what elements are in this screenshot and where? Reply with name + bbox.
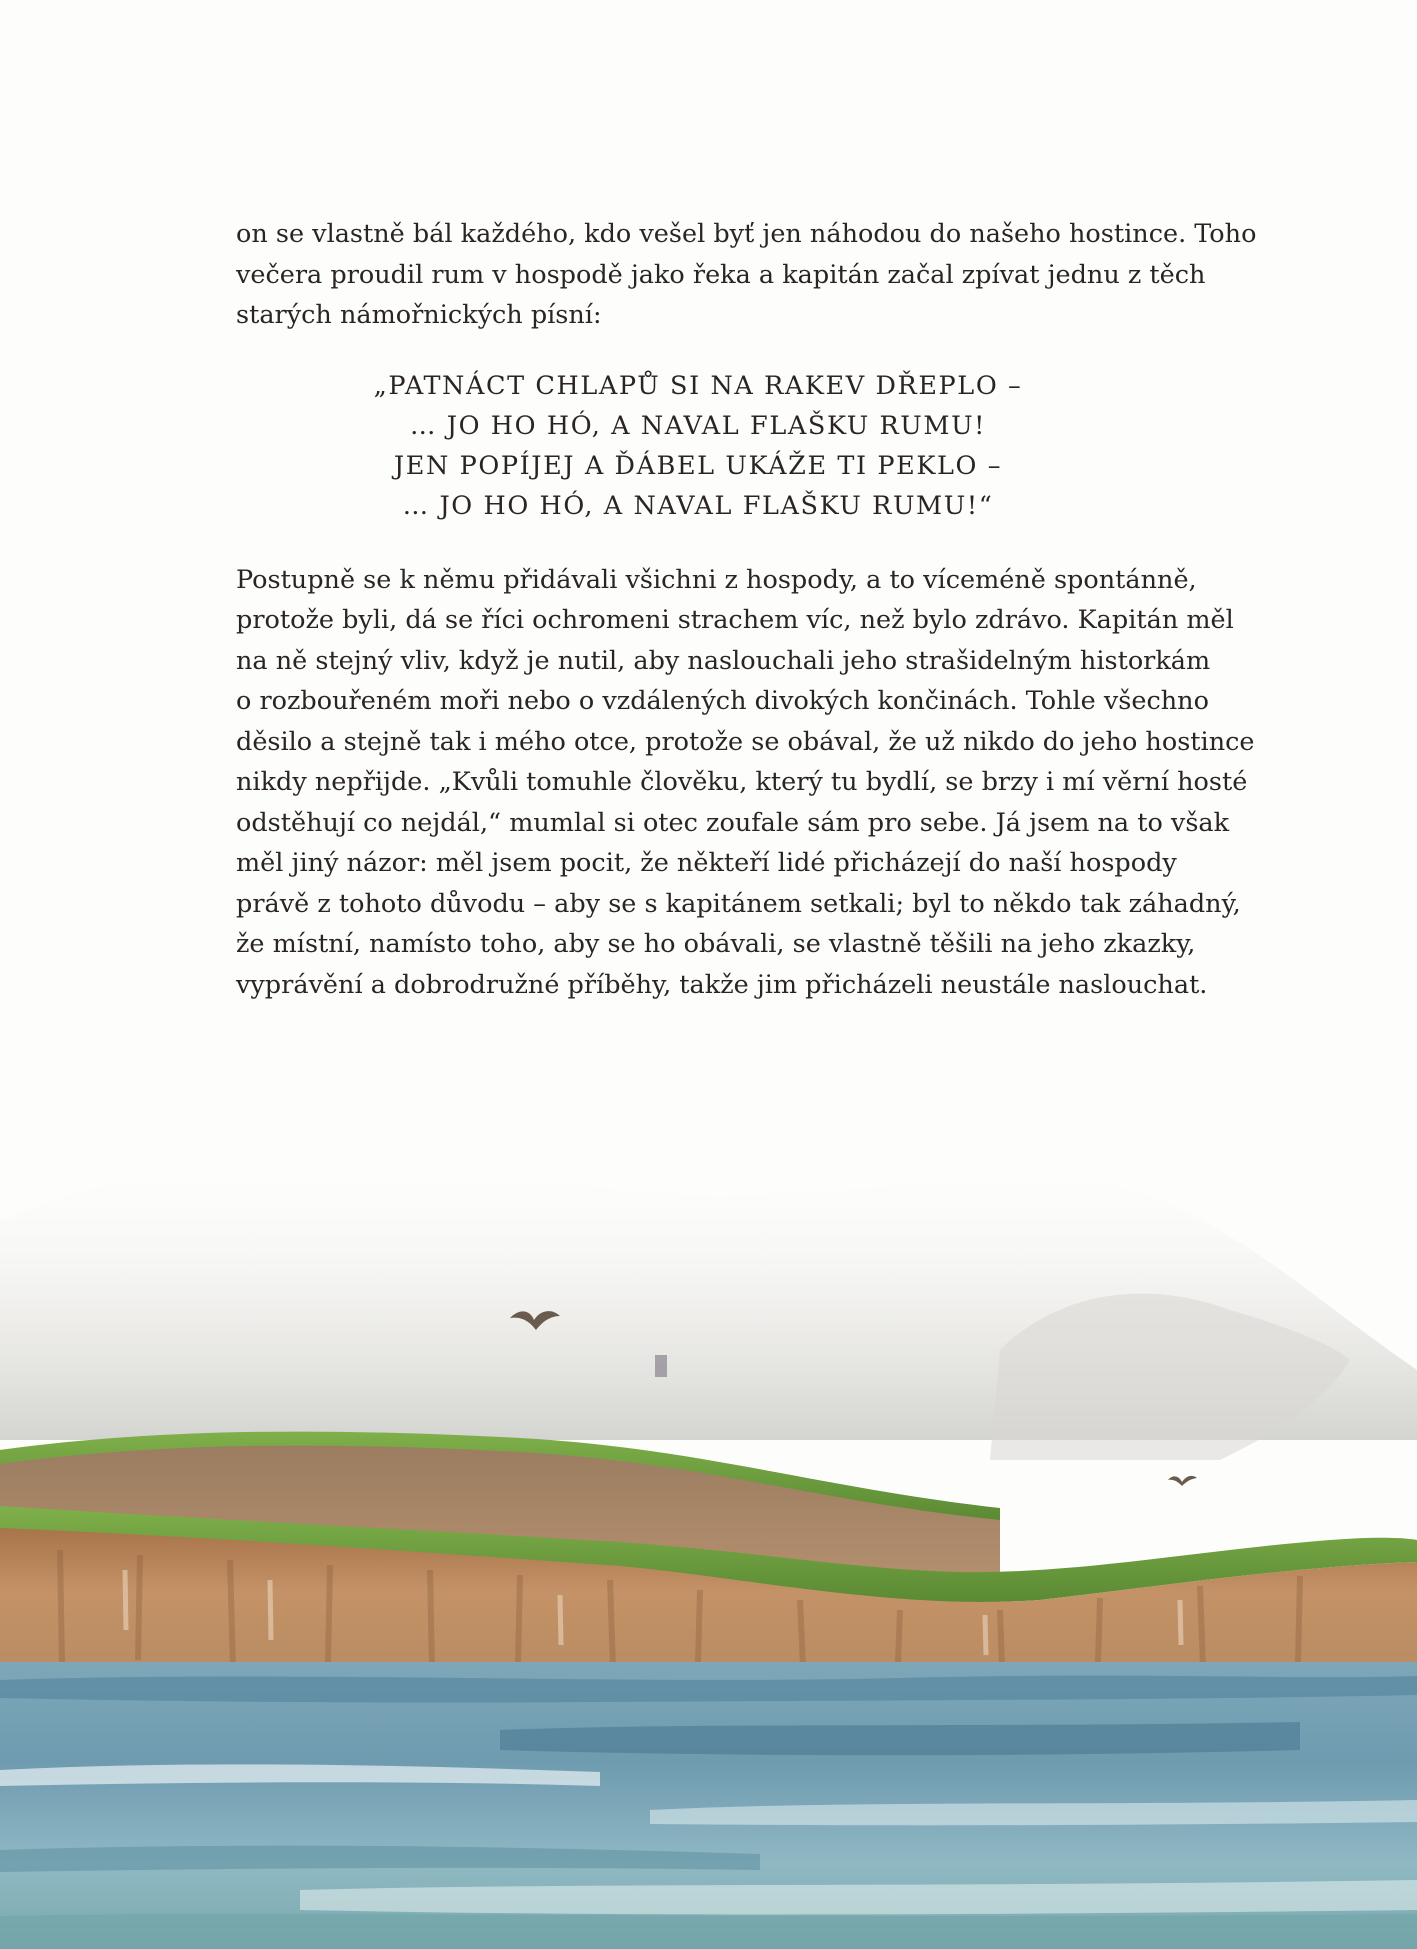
paragraph-1-line: večera proudil rum v hospodě jako řeka a kapitán začal zpívat jednu z těch <box>236 259 1206 290</box>
verse-line: … JO HO HÓ, A NAVAL FLAŠKU RUMU!“ <box>402 490 994 521</box>
verse-line: … JO HO HÓ, A NAVAL FLAŠKU RUMU! <box>409 410 987 441</box>
paragraph-1 <box>236 214 1257 336</box>
paragraph-2-line: odstěhují co nejdál,“ mumlal si otec zoufale sám pro sebe. Já jsem na to však <box>236 807 1230 838</box>
distant-mark <box>655 1355 667 1377</box>
watercolor-coast-illustration <box>0 1110 1417 1949</box>
paragraph-2-line: na ně stejný vliv, když je nutil, aby naslouchali jeho strašidelným historkám <box>236 645 1211 676</box>
paragraph-2-line: děsilo a stejně tak i mého otce, protože se obával, že už nikdo do jeho hostince <box>236 726 1255 757</box>
text-block <box>236 214 1257 1005</box>
paragraph-1-line: starých námořnických písní: <box>236 300 602 330</box>
song-verse <box>236 366 1160 526</box>
paragraph-1-line: on se vlastně bál každého, kdo vešel byť jen náhodou do našeho hostince. Toho <box>236 219 1257 249</box>
paragraph-2-line: vyprávění a dobrodružné příběhy, takže jim přicházeli neustále naslouchat. <box>236 969 1208 1000</box>
paragraph-2-line: protože byli, dá se říci ochromeni strachem víc, než bylo zdrávo. Kapitán měl <box>236 605 1234 635</box>
bird-icon <box>1168 1476 1197 1486</box>
paragraph-2-line: nikdy nepřijde. „Kvůli tomuhle člověku, který tu bydlí, se brzy i mí věrní hosté <box>236 767 1248 797</box>
verse-line: JEN POPÍJEJ A ĎÁBEL UKÁŽE TI PEKLO – <box>393 450 1003 481</box>
verse-line: „PATNÁCT CHLAPŮ SI NA RAKEV DŘEPLO – <box>373 370 1023 401</box>
paragraph-2-line: právě z tohoto důvodu – aby se s kapitánem setkali; byl to někdo tak záhadný, <box>236 888 1241 919</box>
paragraph-2-line: o rozbouřeném moři nebo o vzdálených divokých končinách. Tohle všechno <box>236 686 1209 716</box>
paragraph-2-line: měl jiný názor: měl jsem pocit, že někteří lidé přicházejí do naší hospody <box>236 848 1177 878</box>
paragraph-2-line: že místní, namísto toho, aby se ho obávali, se vlastně těšili na jeho zkazky, <box>236 929 1196 959</box>
paragraph-2-line: Postupně se k němu přidávali všichni z hospody, a to víceméně spontánně, <box>236 564 1197 595</box>
paragraph-2 <box>236 560 1255 1006</box>
